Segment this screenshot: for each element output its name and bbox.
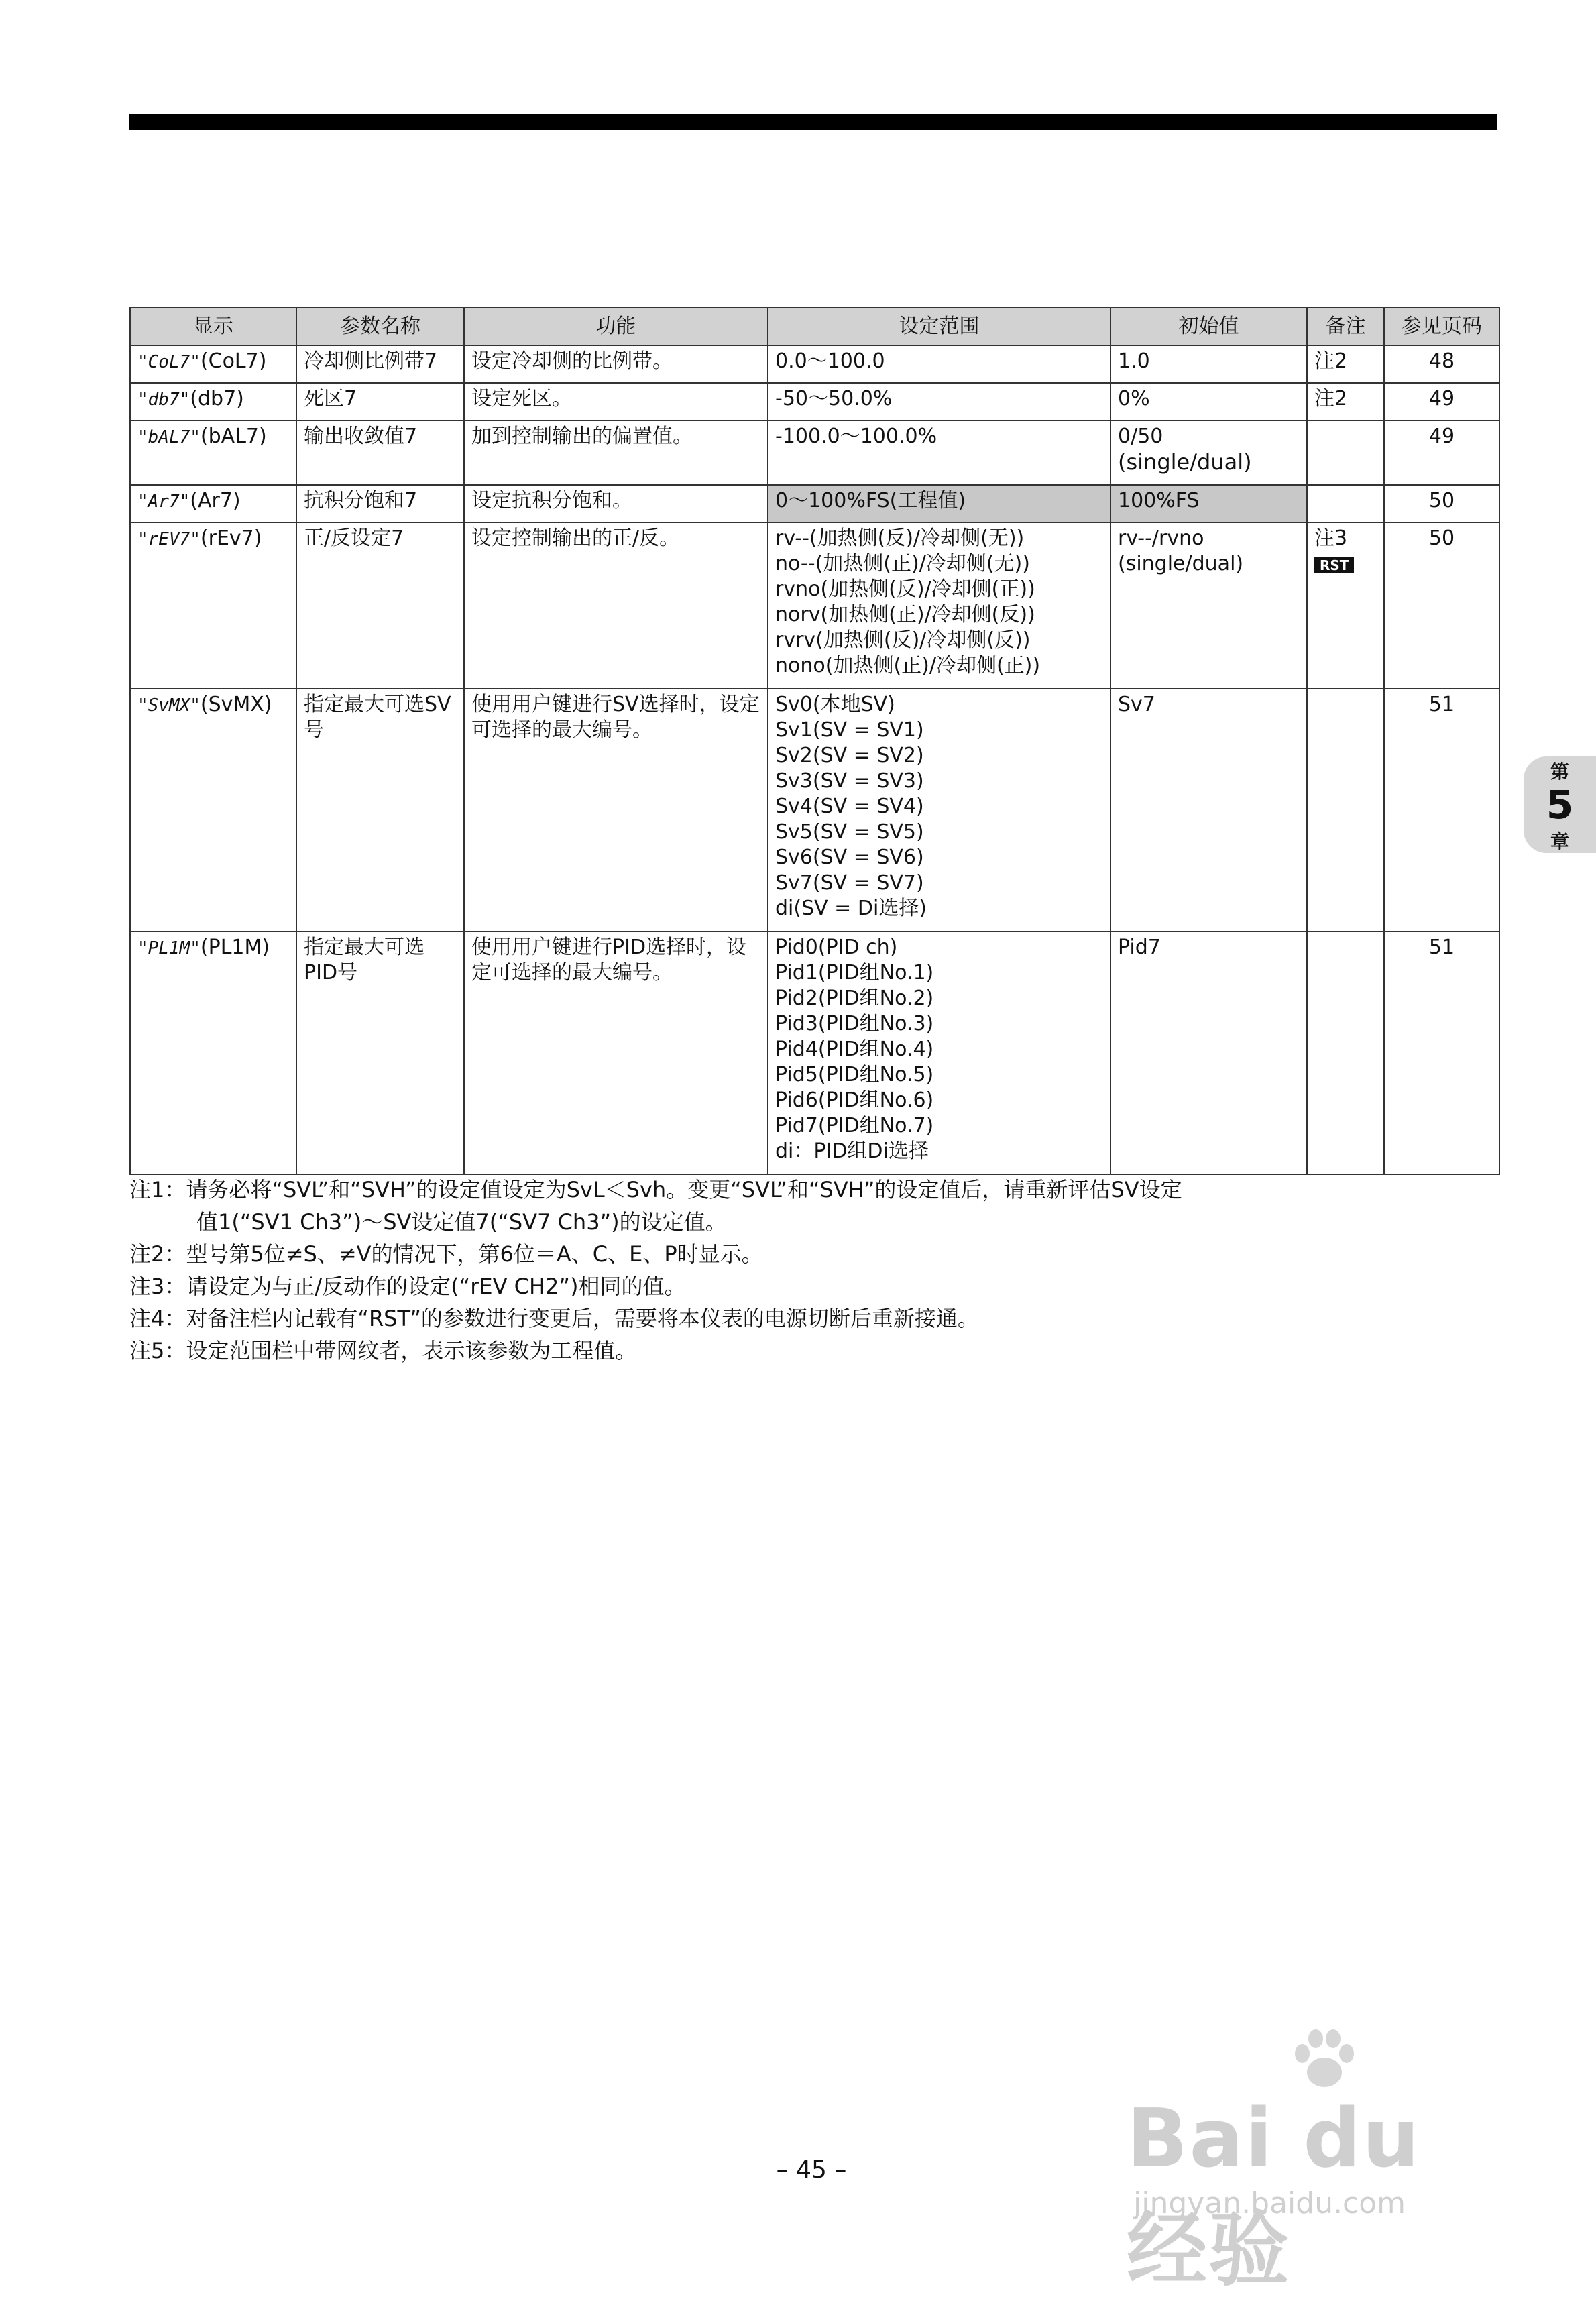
remark-cell: 注2 [1307, 345, 1384, 383]
range-line: Pid2(PID组No.2) [775, 987, 934, 1010]
range-line: -50～50.0% [775, 387, 893, 410]
segment-code: "bAL7" [137, 427, 201, 447]
note-2: 注2：型号第5位≠S、≠V的情况下，第6位＝A、C、E、P时显示。 [129, 1241, 763, 1267]
display-cell [130, 345, 296, 383]
chapter-tab-top: 第 [1550, 761, 1569, 783]
range-line: Pid0(PID ch) [775, 936, 898, 959]
watermark-logo: Bai du 经验 [1127, 2092, 1421, 2297]
page-ref: 51 [1384, 932, 1499, 1174]
remark-cell [1307, 932, 1384, 1174]
param-name: 死区7 [296, 383, 464, 420]
segment-code: "SvMX" [137, 695, 201, 716]
range-line: Pid3(PID组No.3) [775, 1012, 934, 1035]
header-display: 显示 [130, 308, 296, 345]
table-row [130, 345, 1499, 383]
range-line: Sv7(SV = SV7) [775, 871, 924, 895]
range-line: Sv6(SV = SV6) [775, 846, 924, 869]
table-row [130, 485, 1499, 522]
baidu-watermark [1127, 2025, 1502, 2297]
range-line: Sv3(SV = SV3) [775, 769, 924, 793]
param-code: (SvMX) [200, 693, 272, 716]
range-line: 0～100%FS(工程值) [775, 489, 966, 512]
top-rule [129, 114, 1497, 130]
initial-line: 1.0 [1118, 349, 1150, 373]
initial-line: (single/dual) [1118, 552, 1244, 575]
table-row [130, 689, 1499, 932]
function-text: 加到控制输出的偏置值。 [464, 420, 768, 485]
remark-cell: 注2 [1307, 383, 1384, 420]
remark-cell [1307, 485, 1384, 522]
param-name: 抗积分饱和7 [296, 485, 464, 522]
display-cell [130, 932, 296, 1174]
table-row [130, 932, 1499, 1174]
range-line: Pid1(PID组No.1) [775, 961, 934, 985]
rst-badge: RST [1314, 557, 1354, 573]
display-cell [130, 383, 296, 420]
param-code: (db7) [190, 387, 244, 410]
param-name: 输出收敛值7 [296, 420, 464, 485]
range-line: norv(加热侧(正)/冷却侧(反)) [775, 603, 1035, 626]
range-line: Sv5(SV = SV5) [775, 820, 924, 844]
table-row [130, 383, 1499, 420]
initial-cell [1110, 345, 1307, 383]
range-line: Pid7(PID组No.7) [775, 1114, 934, 1137]
range-line: Pid6(PID组No.6) [775, 1088, 934, 1112]
range-cell [768, 689, 1110, 932]
range-line: Sv4(SV = SV4) [775, 795, 924, 818]
initial-line: 100%FS [1118, 489, 1200, 512]
range-line: no--(加热侧(正)/冷却侧(无)) [775, 552, 1030, 575]
param-name: 冷却侧比例带7 [296, 345, 464, 383]
range-line: di：PID组Di选择 [775, 1139, 929, 1163]
param-code: (rEv7) [200, 526, 262, 550]
remark-text: 注3 [1314, 526, 1348, 550]
page-ref: 48 [1384, 345, 1499, 383]
function-text: 设定死区。 [464, 383, 768, 420]
display-cell [130, 485, 296, 522]
note-4: 注4：对备注栏内记载有“RST”的参数进行变更后，需要将本仪表的电源切断后重新接通。 [129, 1306, 979, 1331]
segment-code: "rEV7" [137, 529, 201, 549]
range-line: Sv1(SV = SV1) [775, 718, 924, 742]
param-name: 指定最大可选SV号 [296, 689, 464, 932]
initial-line: (single/dual) [1118, 449, 1252, 475]
chapter-tab [1524, 756, 1596, 853]
watermark-url: jingyan.baidu.com [1133, 2186, 1406, 2221]
header-remark: 备注 [1307, 308, 1384, 345]
range-cell [768, 420, 1110, 485]
remark-cell [1307, 689, 1384, 932]
page-number: – 45 – [776, 2156, 847, 2184]
display-cell [130, 420, 296, 485]
range-cell [768, 932, 1110, 1174]
function-text: 设定抗积分饱和。 [464, 485, 768, 522]
initial-cell [1110, 932, 1307, 1174]
range-line: Pid4(PID组No.4) [775, 1037, 934, 1061]
page-ref: 49 [1384, 383, 1499, 420]
parameter-table [129, 307, 1500, 1175]
param-code: (CoL7) [200, 349, 267, 373]
table-row [130, 420, 1499, 485]
param-code: (bAL7) [200, 425, 267, 448]
range-line: nono(加热侧(正)/冷却侧(正)) [775, 654, 1041, 677]
range-line: rvno(加热侧(反)/冷却侧(正)) [775, 577, 1035, 601]
paw-icon [1288, 2025, 1361, 2092]
range-cell-engineering [768, 485, 1110, 522]
header-function: 功能 [464, 308, 768, 345]
param-name: 正/反设定7 [296, 522, 464, 689]
table-header-row [130, 308, 1499, 345]
function-text: 设定控制输出的正/反。 [464, 522, 768, 689]
range-line: -100.0～100.0% [775, 425, 937, 448]
segment-code: "CoL7" [137, 352, 201, 372]
note-3: 注3：请设定为与正/反动作的设定(“rEV CH2”)相同的值。 [129, 1274, 686, 1299]
header-page: 参见页码 [1384, 308, 1499, 345]
chapter-number: 5 [1546, 782, 1574, 828]
range-line: Sv2(SV = SV2) [775, 744, 924, 767]
remark-cell [1307, 522, 1384, 689]
initial-cell [1110, 383, 1307, 420]
initial-cell [1110, 420, 1307, 485]
display-cell [130, 689, 296, 932]
param-code: (Ar7) [190, 489, 241, 512]
function-text: 使用用户键进行SV选择时，设定可选择的最大编号。 [464, 689, 768, 932]
range-cell [768, 522, 1110, 689]
header-range: 设定范围 [768, 308, 1110, 345]
page-ref: 50 [1384, 522, 1499, 689]
table-row [130, 522, 1499, 689]
range-line: 0.0～100.0 [775, 349, 885, 373]
page-ref: 50 [1384, 485, 1499, 522]
range-line: Pid5(PID组No.5) [775, 1063, 934, 1086]
function-text: 设定冷却侧的比例带。 [464, 345, 768, 383]
param-name: 指定最大可选PID号 [296, 932, 464, 1174]
segment-code: "Ar7" [137, 492, 190, 512]
initial-line: Pid7 [1118, 936, 1161, 959]
remark-cell [1307, 420, 1384, 485]
footnotes [129, 1174, 1504, 1367]
page-ref: 49 [1384, 420, 1499, 485]
initial-line: rv--/rvno [1118, 526, 1204, 550]
param-code: (PL1M) [200, 936, 270, 959]
page-ref: 51 [1384, 689, 1499, 932]
initial-cell [1110, 689, 1307, 932]
header-param-name: 参数名称 [296, 308, 464, 345]
header-initial: 初始值 [1110, 308, 1307, 345]
chapter-tab-bottom: 章 [1550, 830, 1569, 852]
initial-line: 0/50 [1118, 425, 1163, 448]
segment-code: "PL1M" [137, 938, 201, 958]
note-1-continued: 值1(“SV1 Ch3”)～SV设定值7(“SV7 Ch3”)的设定值。 [196, 1209, 727, 1235]
range-line: Sv0(本地SV) [775, 693, 895, 716]
note-5: 注5：设定范围栏中带网纹者，表示该参数为工程值。 [129, 1338, 637, 1363]
function-text: 使用用户键进行PID选择时，设定可选择的最大编号。 [464, 932, 768, 1174]
initial-cell-engineering [1110, 485, 1307, 522]
initial-cell [1110, 522, 1307, 689]
range-cell [768, 383, 1110, 420]
note-1: 注1：请务必将“SVL”和“SVH”的设定值设定为SvL＜Svh。变更“SVL”和“SVH”的设定值后，请重新评估SV设定 [129, 1177, 1182, 1202]
range-line: rvrv(加热侧(反)/冷却侧(反)) [775, 628, 1031, 652]
range-line: di(SV = Di选择) [775, 897, 927, 920]
display-cell [130, 522, 296, 689]
range-cell [768, 345, 1110, 383]
range-line: rv--(加热侧(反)/冷却侧(无)) [775, 526, 1025, 550]
initial-line: Sv7 [1118, 693, 1155, 716]
segment-code: "db7" [137, 390, 190, 410]
initial-line: 0% [1118, 387, 1150, 410]
